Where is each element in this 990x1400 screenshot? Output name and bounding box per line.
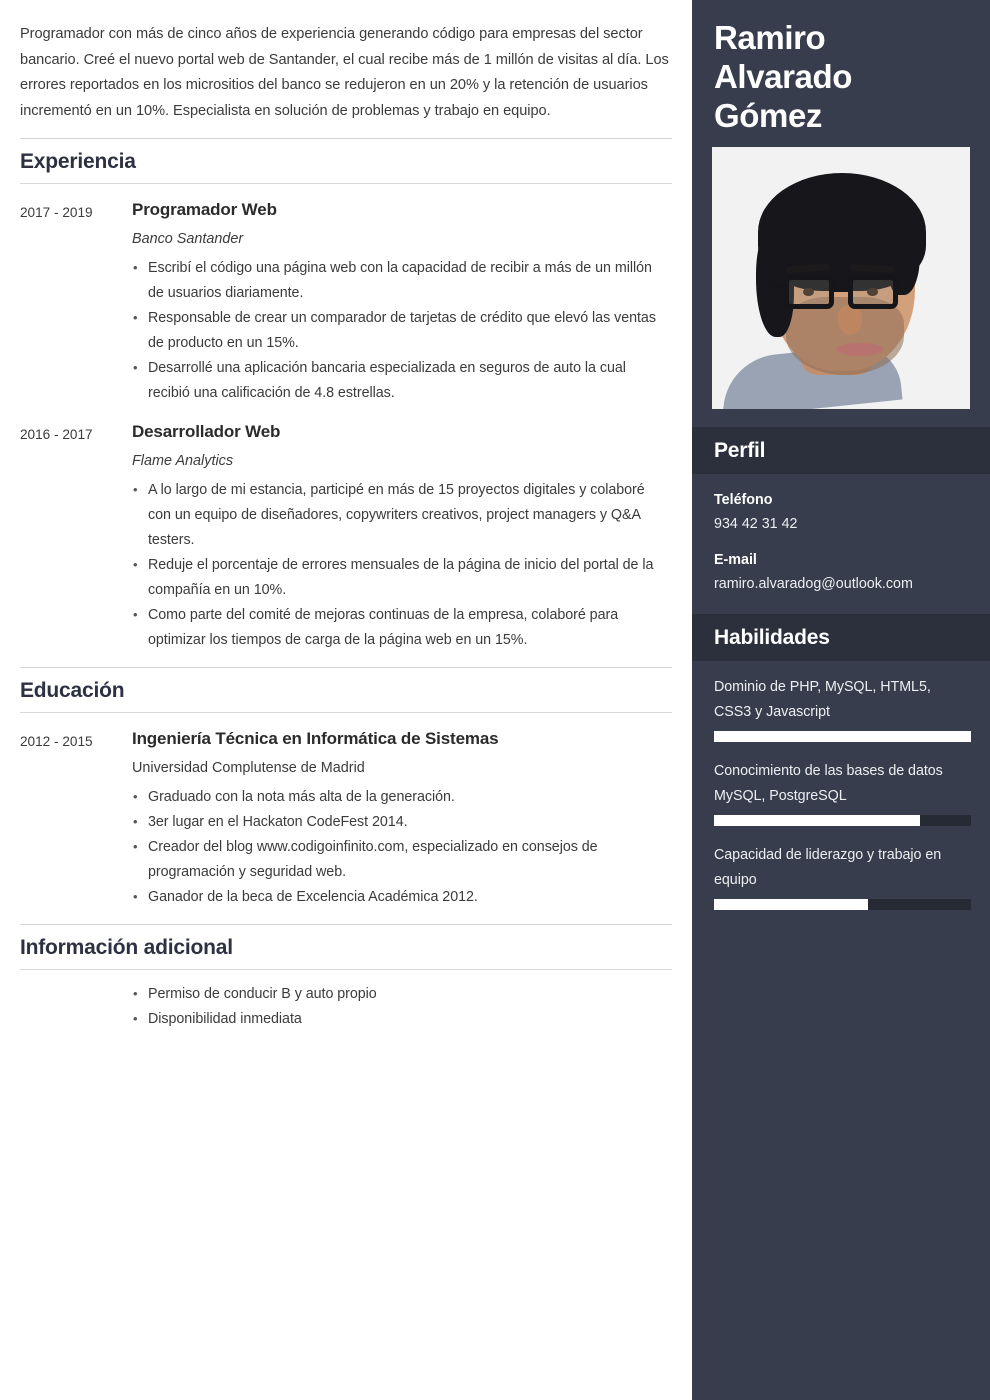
list-item: • Desarrollé una aplicación bancaria especializada en seguros de auto la cual recibió una calificación de 4.8 estrellas. <box>132 356 668 406</box>
experience-entry <box>20 198 672 406</box>
list-item: • Responsable de crear un comparador de tarjetas de crédito que elevó las ventas de producto en un 15%. <box>132 306 668 356</box>
skills-body <box>692 661 990 910</box>
section-title-additional: Información adicional <box>20 936 233 959</box>
photo-nose <box>838 305 862 335</box>
section-experience <box>20 138 672 653</box>
skill-item <box>714 675 968 742</box>
list-item: • Permiso de conducir B y auto propio <box>132 982 672 1007</box>
email-label: E-mail <box>714 552 757 568</box>
entry-body <box>132 198 672 406</box>
phone-value: 934 42 31 42 <box>714 516 798 532</box>
skill-progress-track <box>714 815 971 826</box>
entry-institution: Universidad Complutense de Madrid <box>132 760 365 776</box>
email-value: ramiro.alvaradog@outlook.com <box>714 576 913 592</box>
entry-bullet-list <box>132 478 668 653</box>
additional-bullet-list <box>20 982 672 1032</box>
skill-progress-fill <box>714 899 868 910</box>
list-item: • Como parte del comité de mejoras continuas de la empresa, colaboré para optimizar los tiempos de carga de la página web en un 15%. <box>132 603 668 653</box>
entry-job-title: Desarrollador Web <box>132 422 281 441</box>
photo-container <box>692 147 990 409</box>
entry-body <box>132 727 672 910</box>
skill-progress-track <box>714 899 971 910</box>
phone-label: Teléfono <box>714 492 773 508</box>
professional-summary: Programador con más de cinco años de experiencia generando código para empresas del sector bancario. Creé el nuevo portal web de Santander, el cual recibe más de 1 millón de visitas al día. Los errores reportados en los micrositios del banco se redujeron en un 20% y la retención de usuarios incrementó en un 10%. Especialista en solución de problemas y trabajo en equipo. <box>20 26 669 119</box>
skill-label: Capacidad de liderazgo y trabajo en equipo <box>714 847 942 888</box>
entry-bullet-list <box>132 256 668 406</box>
entry-dates: 2012 - 2015 <box>20 734 93 749</box>
skill-progress-fill <box>714 815 920 826</box>
entry-bullet-list <box>132 785 668 910</box>
photo-glasses-bridge <box>834 287 850 292</box>
sidebar-title-skills: Habilidades <box>714 626 830 649</box>
section-title-education: Educación <box>20 679 125 702</box>
page-title: Ramiro Alvarado Gómez <box>714 19 853 134</box>
skill-label: Dominio de PHP, MySQL, HTML5, CSS3 y Javascript <box>714 679 931 720</box>
skill-progress-fill <box>714 731 971 742</box>
entry-degree-title: Ingeniería Técnica en Informática de Sistemas <box>132 729 499 748</box>
list-item: • Escribí el código una página web con la capacidad de recibir a más de un millón de usuarios diariamente. <box>132 256 668 306</box>
entry-organization: Banco Santander <box>132 231 244 247</box>
list-item: • Creador del blog www.codigoinfinito.com, especializado en consejos de programación y seguridad web. <box>132 835 668 885</box>
list-item: • A lo largo de mi estancia, participé en más de 15 proyectos digitales y colaboré con un equipo de diseñadores, copywriters creativos, project managers y Q&A testers. <box>132 478 668 553</box>
section-education <box>20 667 672 910</box>
section-additional-information <box>20 924 672 1032</box>
list-item: • Reduje el porcentaje de errores mensuales de la página de inicio del portal de la compañía en un 10%. <box>132 553 668 603</box>
photo-glasses-right-lens <box>848 275 898 309</box>
list-item: • Graduado con la nota más alta de la generación. <box>132 785 668 810</box>
entry-organization: Flame Analytics <box>132 453 234 469</box>
experience-entry <box>20 420 672 653</box>
section-header-experience <box>20 138 672 184</box>
avatar <box>712 147 970 409</box>
list-item: • Ganador de la beca de Excelencia Académica 2012. <box>132 885 668 910</box>
entry-body <box>132 420 672 653</box>
entry-job-title: Programador Web <box>132 200 277 219</box>
sidebar <box>692 0 990 1400</box>
entry-dates: 2016 - 2017 <box>20 427 93 442</box>
skill-item <box>714 843 968 910</box>
list-item: • Disponibilidad inmediata <box>132 1007 672 1032</box>
photo-mouth <box>836 343 884 356</box>
section-header-additional <box>20 924 672 970</box>
skill-label: Conocimiento de las bases de datos MySQL, PostgreSQL <box>714 763 943 804</box>
skill-item <box>714 759 968 826</box>
profile-body <box>692 474 990 596</box>
education-entry <box>20 727 672 910</box>
entry-dates: 2017 - 2019 <box>20 205 93 220</box>
sidebar-header-profile <box>692 427 990 474</box>
skill-progress-track <box>714 731 971 742</box>
sidebar-title-profile: Perfil <box>714 439 766 462</box>
photo-glasses-left-lens <box>784 275 834 309</box>
section-title-experience: Experiencia <box>20 150 136 173</box>
name-block <box>692 0 990 147</box>
sidebar-header-skills <box>692 614 990 661</box>
section-header-education <box>20 667 672 713</box>
list-item: • 3er lugar en el Hackaton CodeFest 2014. <box>132 810 668 835</box>
